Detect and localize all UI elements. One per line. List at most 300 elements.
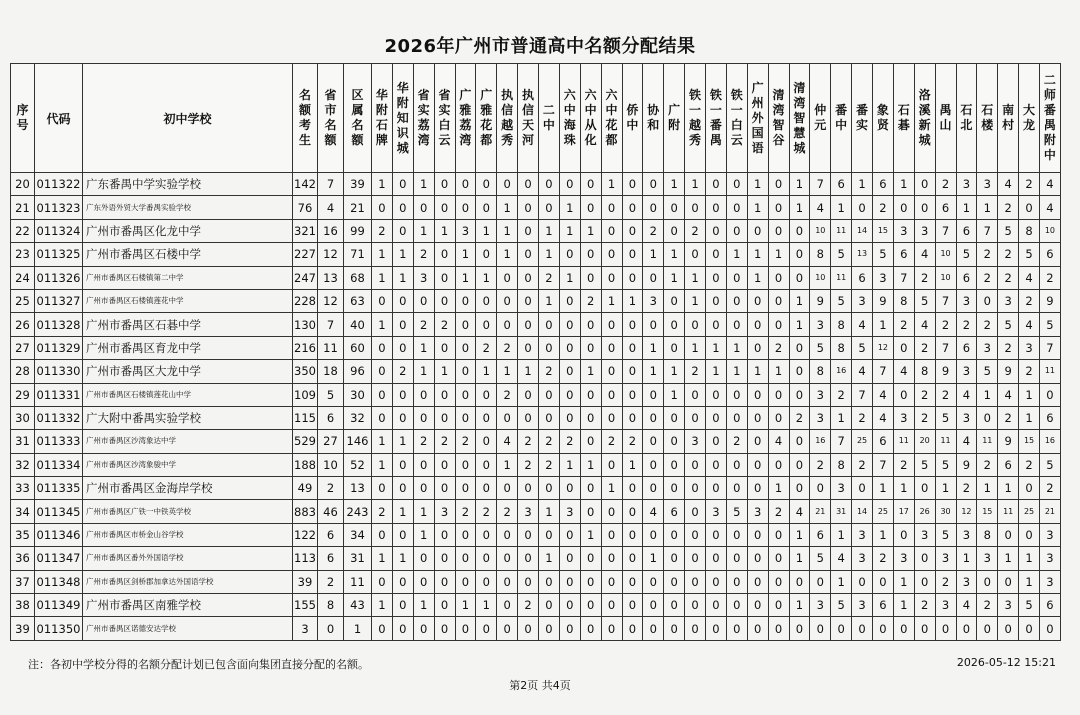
quota-cell: 3 (455, 219, 476, 242)
quota-cell: 4 (810, 196, 831, 219)
quota-cell: 0 (768, 383, 789, 406)
quota-cell: 0 (413, 477, 434, 500)
column-header (413, 64, 434, 173)
school-code: 011335 (35, 477, 83, 500)
quota-cell: 0 (726, 453, 747, 476)
table-row (11, 594, 1061, 617)
quota-cell: 1 (622, 453, 643, 476)
row-number: 34 (11, 500, 35, 523)
column-header-label: 侨中 (626, 103, 639, 132)
column-header (559, 64, 580, 173)
quota-cell: 9 (873, 289, 894, 312)
quota-cell: 3 (998, 594, 1019, 617)
quota-cell: 0 (789, 453, 810, 476)
quota-cell: 0 (706, 383, 727, 406)
quota-cell: 0 (518, 523, 539, 546)
quota-cell: 0 (768, 453, 789, 476)
quota-cell: 0 (1019, 477, 1040, 500)
school-code: 011327 (35, 289, 83, 312)
quota-cell: 1 (539, 547, 560, 570)
quota-cell: 0 (455, 453, 476, 476)
quota-cell: 0 (685, 196, 706, 219)
quota-cell: 0 (664, 477, 685, 500)
quota-cell: 3 (810, 594, 831, 617)
quota-cell: 0 (643, 523, 664, 546)
quota-cell: 8 (831, 313, 852, 336)
quota-cell: 0 (392, 219, 413, 242)
quota-cell: 1 (998, 547, 1019, 570)
quota-cell: 0 (601, 570, 622, 593)
school-code: 011345 (35, 500, 83, 523)
quota-cell: 1 (768, 243, 789, 266)
quota-cell: 188 (293, 453, 318, 476)
quota-cell: 1 (539, 289, 560, 312)
quota-cell: 0 (768, 313, 789, 336)
row-number: 29 (11, 383, 35, 406)
quota-cell: 10 (935, 243, 956, 266)
quota-cell: 3 (935, 547, 956, 570)
quota-cell: 1 (372, 243, 393, 266)
table-row (11, 336, 1061, 359)
quota-cell: 12 (318, 243, 344, 266)
quota-cell: 0 (706, 547, 727, 570)
quota-cell: 0 (664, 570, 685, 593)
quota-cell: 3 (1040, 523, 1061, 546)
quota-cell: 0 (622, 500, 643, 523)
school-code: 011330 (35, 360, 83, 383)
table-row (11, 313, 1061, 336)
quota-cell: 0 (601, 547, 622, 570)
quota-cell: 13 (852, 243, 873, 266)
quota-cell: 2 (372, 500, 393, 523)
quota-cell: 1 (998, 477, 1019, 500)
quota-cell: 4 (768, 430, 789, 453)
quota-cell: 10 (810, 219, 831, 242)
quota-cell: 0 (726, 289, 747, 312)
quota-cell: 2 (935, 313, 956, 336)
quota-cell: 0 (726, 477, 747, 500)
school-name: 广州市番禺区石楼镇第二中学 (83, 266, 293, 289)
quota-cell: 1 (559, 453, 580, 476)
quota-cell: 9 (810, 289, 831, 312)
quota-cell: 2 (539, 453, 560, 476)
quota-cell: 109 (293, 383, 318, 406)
quota-cell: 4 (1040, 173, 1061, 196)
row-number: 26 (11, 313, 35, 336)
column-header (998, 64, 1019, 173)
school-name: 广州市番禺区石楼镇莲花山中学 (83, 383, 293, 406)
quota-cell: 0 (476, 570, 497, 593)
quota-cell: 2 (434, 430, 455, 453)
row-number: 32 (11, 453, 35, 476)
quota-cell: 2 (539, 430, 560, 453)
quota-cell: 1 (643, 547, 664, 570)
quota-cell: 0 (726, 547, 747, 570)
quota-cell: 0 (914, 617, 935, 640)
quota-cell: 2 (810, 453, 831, 476)
quota-cell: 0 (706, 406, 727, 429)
quota-cell: 8 (831, 453, 852, 476)
column-header-label: 执信越秀 (501, 88, 514, 147)
quota-cell: 4 (318, 196, 344, 219)
quota-cell: 0 (455, 477, 476, 500)
quota-cell: 0 (497, 406, 518, 429)
quota-cell: 2 (476, 336, 497, 359)
column-header-label: 铁一越秀 (689, 88, 702, 147)
quota-cell: 1 (664, 383, 685, 406)
quota-cell: 0 (747, 547, 768, 570)
quota-cell: 0 (601, 594, 622, 617)
table-row (11, 547, 1061, 570)
quota-cell: 0 (747, 430, 768, 453)
quota-cell: 1 (873, 477, 894, 500)
quota-cell: 7 (1040, 336, 1061, 359)
quota-cell: 3 (643, 289, 664, 312)
quota-cell: 2 (1019, 360, 1040, 383)
quota-cell: 30 (344, 383, 372, 406)
column-header (664, 64, 685, 173)
table-row (11, 243, 1061, 266)
quota-cell: 2 (1040, 266, 1061, 289)
quota-cell: 1 (977, 383, 998, 406)
quota-cell: 2 (518, 430, 539, 453)
quota-cell: 0 (622, 594, 643, 617)
quota-cell: 0 (372, 383, 393, 406)
quota-cell: 0 (601, 500, 622, 523)
quota-cell: 2 (956, 313, 977, 336)
quota-cell: 6 (873, 594, 894, 617)
quota-cell: 0 (372, 570, 393, 593)
quota-cell: 2 (998, 266, 1019, 289)
quota-cell: 0 (893, 383, 914, 406)
quota-cell: 1 (685, 173, 706, 196)
quota-cell: 1 (476, 219, 497, 242)
quota-cell: 3 (831, 477, 852, 500)
column-header (831, 64, 852, 173)
quota-cell: 0 (685, 313, 706, 336)
quota-cell: 0 (789, 430, 810, 453)
quota-cell: 130 (293, 313, 318, 336)
quota-cell: 0 (726, 523, 747, 546)
quota-cell: 0 (413, 570, 434, 593)
quota-cell: 0 (559, 313, 580, 336)
quota-cell: 11 (318, 336, 344, 359)
quota-cell: 0 (643, 196, 664, 219)
quota-cell: 1 (789, 289, 810, 312)
quota-cell: 0 (601, 523, 622, 546)
quota-cell: 2 (372, 219, 393, 242)
footnote: 注：各初中学校分得的名额分配计划已包含面向集团直接分配的名额。 (28, 658, 369, 671)
quota-cell: 0 (810, 617, 831, 640)
quota-cell: 0 (622, 243, 643, 266)
quota-cell: 1 (392, 266, 413, 289)
quota-cell: 2 (685, 360, 706, 383)
quota-cell: 3 (852, 523, 873, 546)
table-row (11, 500, 1061, 523)
quota-cell: 0 (685, 523, 706, 546)
quota-cell: 2 (914, 594, 935, 617)
quota-cell: 1 (893, 173, 914, 196)
quota-cell: 1 (873, 313, 894, 336)
quota-cell: 1 (893, 594, 914, 617)
quota-cell: 5 (831, 243, 852, 266)
quota-cell: 216 (293, 336, 318, 359)
quota-cell: 11 (998, 500, 1019, 523)
quota-cell: 0 (476, 173, 497, 196)
quota-cell: 0 (643, 570, 664, 593)
quota-cell: 0 (706, 617, 727, 640)
quota-cell: 6 (318, 547, 344, 570)
quota-cell: 7 (893, 266, 914, 289)
quota-cell: 3 (977, 336, 998, 359)
quota-cell: 0 (580, 383, 601, 406)
quota-cell: 96 (344, 360, 372, 383)
quota-cell: 4 (998, 173, 1019, 196)
quota-cell: 0 (455, 360, 476, 383)
quota-cell: 3 (810, 383, 831, 406)
quota-cell: 1 (372, 430, 393, 453)
quota-cell: 0 (643, 313, 664, 336)
quota-cell: 0 (747, 336, 768, 359)
quota-cell: 0 (643, 406, 664, 429)
column-header-label: 广雅花都 (480, 88, 493, 147)
quota-cell: 0 (789, 570, 810, 593)
table-row (11, 196, 1061, 219)
quota-cell: 0 (685, 547, 706, 570)
quota-cell: 3 (998, 289, 1019, 312)
quota-cell: 0 (559, 570, 580, 593)
quota-cell: 0 (622, 313, 643, 336)
quota-cell: 1 (893, 477, 914, 500)
quota-cell: 0 (768, 523, 789, 546)
quota-cell: 0 (434, 477, 455, 500)
quota-cell: 2 (893, 453, 914, 476)
school-name: 广州市番禺区市桥金山谷学校 (83, 523, 293, 546)
quota-cell: 11 (893, 430, 914, 453)
quota-cell: 0 (497, 266, 518, 289)
quota-cell: 0 (455, 617, 476, 640)
quota-cell: 1 (893, 570, 914, 593)
quota-cell: 1 (372, 453, 393, 476)
quota-cell: 0 (455, 547, 476, 570)
quota-cell: 0 (455, 383, 476, 406)
column-header-label: 序号 (16, 103, 29, 132)
school-name: 广州市番禺区诺德安达学校 (83, 617, 293, 640)
school-code: 011326 (35, 266, 83, 289)
quota-cell: 0 (476, 430, 497, 453)
quota-cell: 0 (372, 477, 393, 500)
quota-cell: 0 (518, 196, 539, 219)
quota-cell: 1 (455, 243, 476, 266)
quota-cell: 0 (392, 173, 413, 196)
quota-cell: 0 (893, 196, 914, 219)
quota-cell: 0 (706, 594, 727, 617)
quota-cell: 0 (747, 219, 768, 242)
quota-cell: 0 (685, 243, 706, 266)
quota-cell: 2 (580, 289, 601, 312)
quota-cell: 46 (318, 500, 344, 523)
quota-cell: 2 (873, 196, 894, 219)
quota-cell: 1 (413, 336, 434, 359)
column-header-label: 仲元 (814, 103, 827, 132)
quota-cell: 21 (344, 196, 372, 219)
school-name: 广州市番禺区番外外国语学校 (83, 547, 293, 570)
quota-cell: 0 (372, 523, 393, 546)
quota-cell: 0 (685, 477, 706, 500)
column-header-label: 洛溪新城 (918, 88, 931, 147)
quota-cell: 1 (831, 570, 852, 593)
quota-cell: 2 (392, 360, 413, 383)
quota-cell: 0 (622, 617, 643, 640)
quota-cell: 1 (539, 219, 560, 242)
quota-cell: 0 (476, 289, 497, 312)
quota-cell: 6 (956, 266, 977, 289)
quota-cell: 0 (539, 383, 560, 406)
quota-cell: 2 (601, 430, 622, 453)
quota-cell: 3 (977, 547, 998, 570)
quota-cell: 2 (852, 406, 873, 429)
quota-cell: 1 (434, 219, 455, 242)
quota-cell: 1 (1019, 547, 1040, 570)
quota-cell: 0 (476, 406, 497, 429)
quota-cell: 0 (392, 406, 413, 429)
quota-cell: 0 (601, 453, 622, 476)
quota-cell: 0 (810, 570, 831, 593)
quota-cell: 5 (831, 594, 852, 617)
column-header-label: 禺山 (939, 103, 952, 132)
quota-cell: 1 (789, 173, 810, 196)
quota-cell: 0 (539, 196, 560, 219)
quota-cell: 0 (392, 289, 413, 312)
quota-cell: 2 (935, 173, 956, 196)
column-header-label: 广附 (668, 103, 681, 132)
quota-cell: 0 (706, 570, 727, 593)
quota-cell: 1 (455, 594, 476, 617)
quota-cell: 6 (318, 523, 344, 546)
quota-cell: 0 (518, 336, 539, 359)
quota-cell: 3 (1040, 570, 1061, 593)
quota-cell: 7 (873, 453, 894, 476)
quota-cell: 0 (601, 313, 622, 336)
quota-cell: 146 (344, 430, 372, 453)
quota-cell: 4 (1019, 266, 1040, 289)
quota-cell: 5 (1019, 243, 1040, 266)
row-number: 23 (11, 243, 35, 266)
quota-cell: 0 (706, 523, 727, 546)
quota-cell: 0 (747, 383, 768, 406)
quota-cell: 0 (318, 617, 344, 640)
quota-cell: 3 (852, 547, 873, 570)
quota-cell: 0 (455, 196, 476, 219)
quota-cell: 0 (998, 523, 1019, 546)
quota-cell: 883 (293, 500, 318, 523)
quota-cell: 71 (344, 243, 372, 266)
quota-cell: 0 (768, 547, 789, 570)
quota-cell: 0 (789, 219, 810, 242)
quota-cell: 0 (622, 266, 643, 289)
quota-cell: 0 (685, 406, 706, 429)
quota-cell: 0 (873, 617, 894, 640)
quota-cell: 6 (893, 243, 914, 266)
quota-cell: 1 (789, 594, 810, 617)
quota-cell: 0 (893, 523, 914, 546)
quota-cell: 0 (768, 406, 789, 429)
quota-cell: 0 (685, 570, 706, 593)
quota-cell: 9 (935, 360, 956, 383)
school-code: 011348 (35, 570, 83, 593)
quota-cell: 0 (434, 617, 455, 640)
column-header-label: 铁一番禺 (709, 88, 722, 147)
page-number: 第2页 共4页 (509, 679, 571, 692)
quota-cell: 0 (706, 219, 727, 242)
quota-cell: 0 (559, 477, 580, 500)
quota-cell: 2 (977, 243, 998, 266)
quota-cell: 1 (852, 173, 873, 196)
quota-cell: 0 (559, 336, 580, 359)
column-header-label: 石碁 (897, 103, 910, 132)
quota-cell: 0 (476, 313, 497, 336)
quota-cell: 5 (726, 500, 747, 523)
quota-cell: 1 (476, 360, 497, 383)
quota-cell: 2 (998, 336, 1019, 359)
table-row (11, 430, 1061, 453)
quota-cell: 0 (580, 313, 601, 336)
school-code: 011349 (35, 594, 83, 617)
quota-cell: 2 (914, 406, 935, 429)
quota-cell: 1 (747, 266, 768, 289)
column-header-label: 石北 (960, 103, 973, 132)
column-header-label: 二中 (542, 103, 555, 132)
quota-cell: 0 (476, 477, 497, 500)
quota-cell: 0 (768, 617, 789, 640)
quota-cell: 0 (601, 383, 622, 406)
row-number: 30 (11, 406, 35, 429)
quota-cell: 1 (559, 219, 580, 242)
quota-cell: 2 (455, 430, 476, 453)
quota-cell: 0 (747, 523, 768, 546)
column-header (344, 64, 372, 173)
quota-cell: 2 (789, 406, 810, 429)
quota-cell: 0 (664, 336, 685, 359)
column-header-label: 清湾智谷 (772, 88, 785, 147)
quota-cell: 11 (977, 430, 998, 453)
quota-cell: 0 (601, 219, 622, 242)
column-header-label: 华附石牌 (375, 88, 388, 147)
quota-cell: 5 (1019, 594, 1040, 617)
row-number: 31 (11, 430, 35, 453)
quota-cell: 0 (622, 383, 643, 406)
quota-cell: 0 (413, 406, 434, 429)
quota-cell: 1 (539, 243, 560, 266)
quota-cell: 4 (643, 500, 664, 523)
school-code: 011334 (35, 453, 83, 476)
quota-cell: 2 (1019, 289, 1040, 312)
quota-cell: 0 (392, 477, 413, 500)
quota-cell: 1 (789, 313, 810, 336)
quota-cell: 2 (998, 243, 1019, 266)
quota-cell: 0 (1040, 617, 1061, 640)
quota-cell: 0 (559, 406, 580, 429)
quota-cell: 3 (685, 430, 706, 453)
quota-cell: 2 (413, 313, 434, 336)
quota-cell: 0 (664, 430, 685, 453)
quota-cell: 0 (434, 547, 455, 570)
quota-cell: 11 (831, 266, 852, 289)
quota-cell: 0 (747, 570, 768, 593)
quota-cell: 99 (344, 219, 372, 242)
quota-cell: 8 (831, 336, 852, 359)
quota-cell: 0 (518, 570, 539, 593)
